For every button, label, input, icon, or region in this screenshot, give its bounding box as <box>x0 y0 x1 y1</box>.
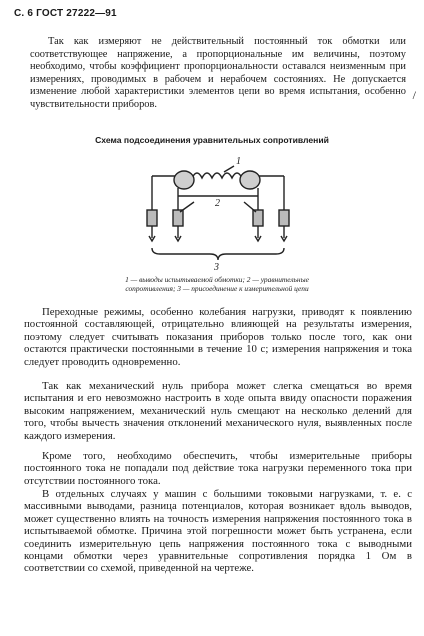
paragraph-4-text: Кроме того, необходимо обеспечить, чтобы измерительные приборы постоянного тока не попадали под действие тока нагрузки переменного тока при отсутствии постоянного тока. <box>24 450 412 487</box>
figure-caption: 1 — выводы испытываемой обмотки; 2 — уравнительные сопротивления; 3 — присоединение к измерительной цепи <box>125 275 309 293</box>
resistor-left-2 <box>173 210 183 226</box>
paragraph-5 <box>24 488 412 575</box>
figure-title: Схема подсоединения уравнительных сопротивлений <box>95 135 329 145</box>
circuit-figure <box>134 152 314 272</box>
paragraph-2-text: Переходные режимы, особенно колебания нагрузки, приводят к появлению постоянной составляющей, отрицательно влияющей на результаты измерения, поэтому следует считывать показания приборов только после того, как они остаются практически постоянными в течение 10 с; измерения напряжения и тока следует проводить одновременно. <box>24 306 412 368</box>
terminal-right <box>240 171 260 189</box>
paragraph-4 <box>24 450 412 487</box>
page-header: С. 6 ГОСТ 27222—91 <box>14 8 117 19</box>
resistor-right-2 <box>279 210 289 226</box>
paragraph-1 <box>30 36 406 111</box>
resistor-right-1 <box>253 210 263 226</box>
brace <box>152 248 284 260</box>
paragraph-5-text: В отдельных случаях у машин с большими токовыми нагрузками, т. е. с массивными выводами, разница потенциалов, которая возникает вдоль выводов, может существенно влиять на точность измерения напряжения постоянного тока в испытываемой обмотке. Причина этой погрешности может быть устранена, если соединить измерительную цепь напряжения постоянного тока с выводными концами обмотки через уравнительные сопротивления порядка 1 Ом в соответствии со схемой, приведенной на чертеже. <box>24 488 412 575</box>
label-2: 2 <box>215 198 220 209</box>
label-3: 3 <box>214 262 219 272</box>
label-1: 1 <box>236 156 241 167</box>
paragraph-1-text: Так как измеряют не действительный постоянный ток обмотки или соответствующее напряжение, а пропорциональные им величины, поэтому необходимо, чтобы коэффициент пропорциональности оставался неизменным при измерениях, проводимых в рабочем и нерабочем состояниях. Не допускается изменение любой характеристики элементов цепи во время испытания, особенно чувствительности приборов. <box>30 36 406 110</box>
terminal-left <box>174 171 194 189</box>
margin-mark: / <box>412 88 416 102</box>
resistor-left-1 <box>147 210 157 226</box>
paragraph-3-text: Так как механический нуль прибора может слегка смещаться во время испытания и его невозможно настроить в ходе опыта ввиду опасности поражения высоким напряжением, механический нуль смещают на несколько делений для того, чтобы вычесть значения отклонений механического нуля, выявленных после каждого измерения. <box>24 380 412 442</box>
winding-coil <box>192 173 242 178</box>
paragraph-3 <box>24 380 412 442</box>
paragraph-2 <box>24 306 412 368</box>
circuit-diagram <box>134 152 314 272</box>
